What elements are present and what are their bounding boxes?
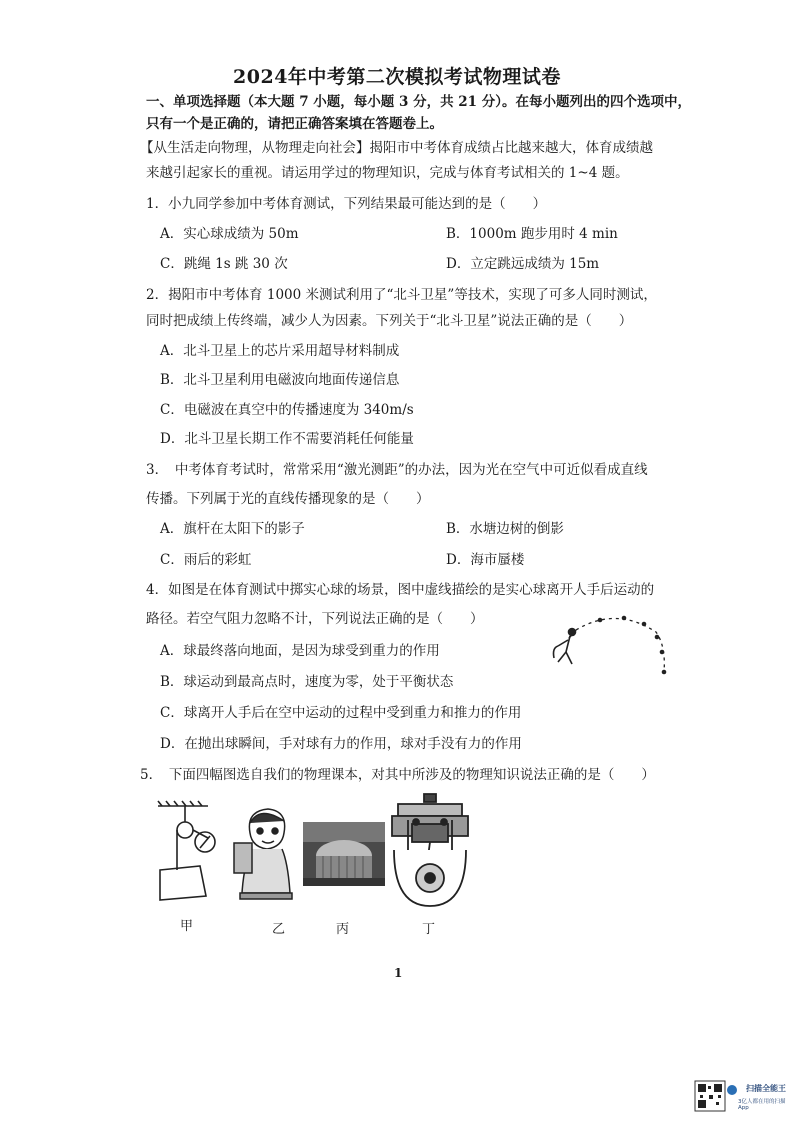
cs-logo-icon — [727, 1085, 737, 1095]
q1-stem: 1．小九同学参加中考体育测试，下列结果最可能达到的是（ ） — [146, 196, 547, 212]
q3-option-d: D．海市蜃楼 — [446, 552, 525, 568]
q4-option-c: C．球离开人手后在空中运动的过程中受到重力和推力的作用 — [160, 705, 522, 721]
figure-ding-engine — [386, 790, 474, 912]
section-heading-line2: 只有一个是正确的，请把正确答案填在答题卷上。 — [146, 116, 443, 132]
q2-option-b: B．北斗卫星利用电磁波向地面传递信息 — [160, 372, 400, 388]
section-heading-line1: 一、单项选择题（本大题 7 小题，每小题 3 分，共 21 分）。在每小题列出的四个选项中， — [146, 94, 692, 110]
q3-stem-line2: 传播。下列属于光的直线传播现象的是（ ） — [146, 491, 430, 507]
q4-option-b: B．球运动到最高点时，速度为零，处于平衡状态 — [160, 674, 454, 690]
figure-yi-boy — [230, 803, 300, 903]
q1-option-d: D．立定跳远成绩为 15m — [446, 256, 600, 272]
q2-option-d: D．北斗卫星长期工作不需要消耗任何能量 — [160, 431, 414, 447]
figure-label-ding: 丁 — [422, 922, 436, 937]
intro-line2: 来越引起家长的重视。请运用学过的物理知识，完成与体育考试相关的 1~4 题。 — [146, 165, 629, 181]
q2-option-c: C．电磁波在真空中的传播速度为 340m/s — [160, 402, 414, 418]
q3-option-a: A．旗杆在太阳下的影子 — [160, 521, 305, 537]
page-title: 2024年中考第二次模拟考试物理试卷 — [233, 66, 561, 88]
q2-stem-line1: 2．揭阳市中考体育 1000 米测试利用了“北斗卫星”等技术，实现了可多人同时测试， — [146, 287, 657, 303]
figure-label-jia: 甲 — [180, 919, 194, 934]
q1-option-c: C．跳绳 1s 跳 30 次 — [160, 256, 288, 272]
figure-label-yi: 乙 — [272, 922, 286, 937]
page-number: 1 — [394, 966, 403, 980]
shot-put-trajectory-figure — [546, 612, 676, 682]
q1-option-b: B．1000m 跑步用时 4 min — [446, 226, 618, 242]
q4-stem-line2: 路径。若空气阻力忽略不计，下列说法正确的是（ ） — [146, 611, 484, 627]
q3-option-b: B．水塘边树的倒影 — [446, 521, 564, 537]
q4-option-d: D．在抛出球瞬间，手对球有力的作用，球对手没有力的作用 — [160, 736, 522, 752]
q1-option-a: A．实心球成绩为 50m — [160, 226, 299, 242]
q4-stem-line1: 4．如图是在体育测试中掷实心球的场景，图中虚线描绘的是实心球离开人手后运动的 — [146, 582, 655, 598]
intro-line1: 【从生活走向物理，从物理走向社会】揭阳市中考体育成绩占比越来越大，体育成绩越 — [140, 140, 653, 156]
q4-option-a: A．球最终落向地面，是因为球受到重力的作用 — [160, 643, 440, 659]
figure-label-bing: 丙 — [336, 922, 350, 937]
q3-stem-line1: 3． 中考体育考试时，常常采用“激光测距”的办法，因为光在空气中可近似看成直线 — [146, 462, 648, 478]
figure-bing-building-photo — [303, 822, 385, 886]
q2-option-a: A．北斗卫星上的芯片采用超导材料制成 — [160, 343, 400, 359]
watermark-line2: 3亿人都在用的扫描App — [738, 1099, 786, 1111]
figure-jia-pulley — [150, 800, 220, 910]
watermark-line1: 扫描全能王 — [746, 1084, 786, 1093]
q5-stem: 5． 下面四幅图选自我们的物理课本，对其中所涉及的物理知识说法正确的是（ ） — [140, 767, 655, 783]
q3-option-c: C．雨后的彩虹 — [160, 552, 252, 568]
q2-stem-line2: 同时把成绩上传终端，减少人为因素。下列关于“北斗卫星”说法正确的是（ ） — [146, 313, 633, 329]
